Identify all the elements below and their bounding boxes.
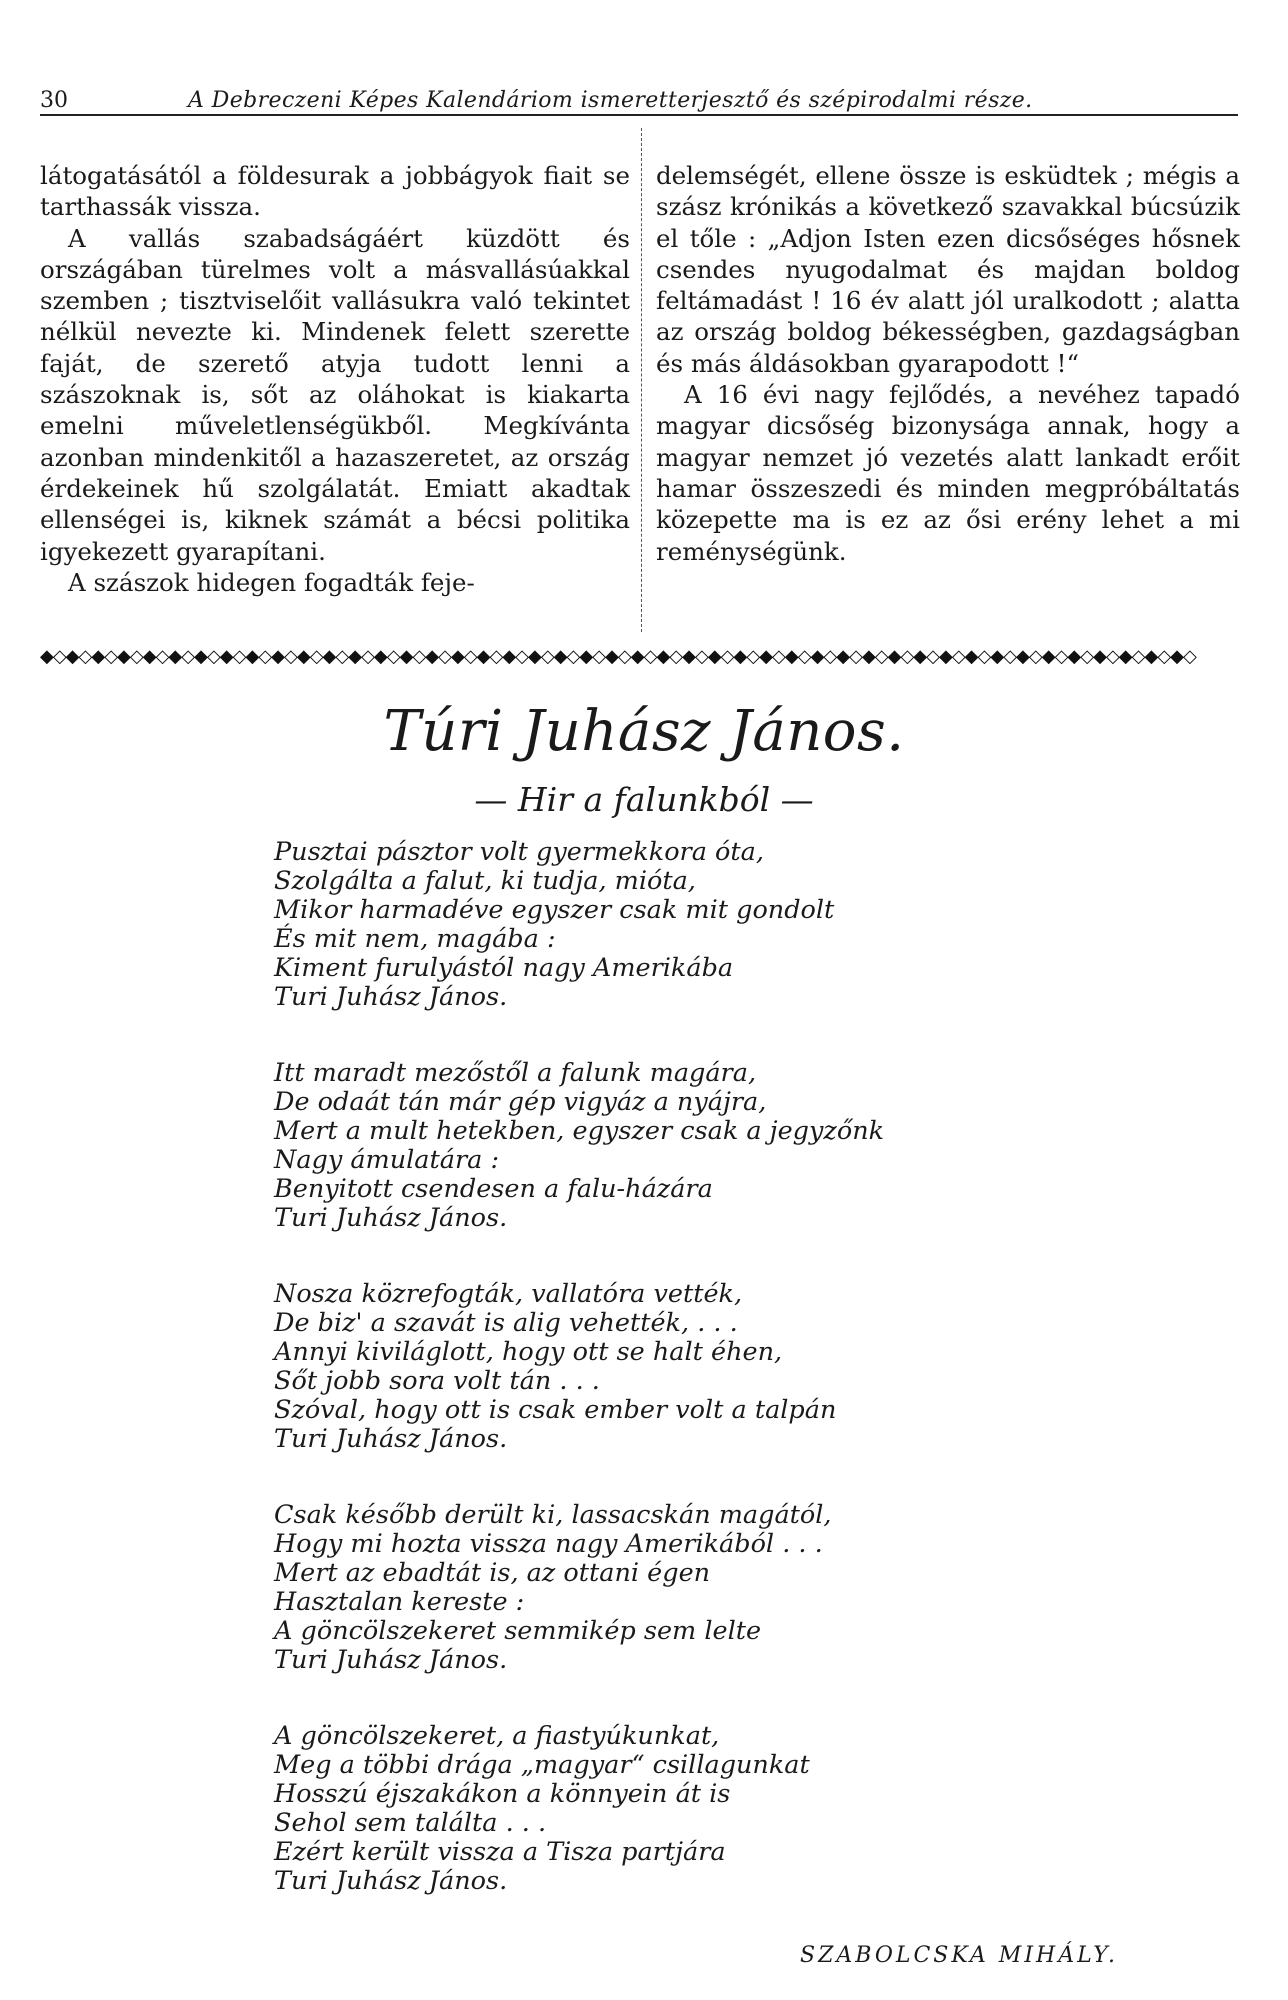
paragraph: A vallás szabadságáért küzdött és országában türelmes volt a másvallásúakkal szemben ; tisztviselőit vallásukra való tekintet nélkül nevezte ki. Mindenek felett szerette faját, de szerető atyja tudott lenni a szászoknak is, sőt az oláhokat is kiakarta emelni műveletlenségükből. Megkívánta azonban mindenkitől a hazaszeretet, az ország érdekeinek hű szolgálatát. Emiatt akadtak ellenségei is, kiknek számát a bécsi politika igyekezett gyarapítani.: [40, 223, 630, 566]
poem-line: Pusztai pásztor volt gyermekkora óta,: [274, 837, 764, 867]
poem-line: Nosza közrefogták, vallatóra vették,: [274, 1279, 743, 1309]
stanza: [274, 1059, 1224, 1233]
poem-line: De biz' a szavát is alig vehették, . . .: [274, 1308, 738, 1338]
poem-subtitle: — Hir a falunkból —: [474, 780, 814, 819]
poem-line: Benyitott csendesen a falu-házára: [274, 1174, 713, 1204]
paragraph: látogatásától a földesurak a jobbágyok fiait se tarthassák vissza.: [40, 161, 630, 222]
poem-line: A göncölszekeret, a fiastyúkunkat,: [274, 1721, 720, 1751]
poem-line: De odaát tán már gép vigyáz a nyájra,: [274, 1087, 767, 1117]
poem-body: [274, 838, 1224, 1943]
column-divider: [641, 128, 642, 632]
poem-line: Szóval, hogy ott is csak ember volt a talpán: [274, 1395, 837, 1425]
poem-line: És mit nem, magába :: [274, 924, 556, 954]
poem-line: Turi Juhász János.: [274, 982, 508, 1012]
poem-line: Szolgálta a falut, ki tudja, mióta,: [274, 866, 696, 896]
poem-line: Turi Juhász János.: [274, 1866, 508, 1896]
poem-line: Itt maradt mezőstől a falunk magára,: [274, 1058, 757, 1088]
stanza: [274, 1501, 1224, 1675]
stanza: [274, 1722, 1224, 1896]
poem-line: Mert a mult hetekben, egyszer csak a jegyzőnk: [274, 1116, 885, 1146]
poem-line: Csak később derült ki, lassacskán magától,: [274, 1500, 832, 1530]
paragraph: delemségét, ellene össze is esküdtek ; mégis a szász krónikás a következő szavakkal búcsúzik el tőle : „Adjon Isten ezen dicsőséges hősnek csendes nyugodalmat és majdan boldog feltámadást ! 16 év alatt jól uralkodott ; alatta az ország boldog békességben, gazdagságban és más áldásokban gyarapodott !“: [656, 161, 1240, 378]
stanza: [274, 838, 1224, 1012]
poem-line: Mikor harmadéve egyszer csak mit gondolt: [274, 895, 835, 925]
poem-author: SZABOLCSKA MIHÁLY.: [800, 1943, 1118, 1968]
poem-line: Sehol sem találta . . .: [274, 1808, 547, 1838]
left-column: [40, 160, 630, 598]
poem-line: Kiment furulyástól nagy Amerikába: [274, 953, 734, 983]
stanza: [274, 1280, 1224, 1454]
poem-line: Nagy ámulatára :: [274, 1145, 500, 1175]
poem-line: Ezért került vissza a Tisza partjára: [274, 1837, 726, 1867]
poem-line: Turi Juhász János.: [274, 1424, 508, 1454]
poem-line: Hasztalan kereste :: [274, 1587, 525, 1617]
poem-line: Annyi kiviláglott, hogy ott se halt éhen,: [274, 1337, 783, 1367]
paragraph: A szászok hidegen fogadták feje-: [68, 567, 475, 597]
poem-line: Hogy mi hozta vissza nagy Amerikából . . .: [274, 1529, 823, 1559]
running-header: [40, 88, 1238, 116]
poem-line: Sőt jobb sora volt tán . . .: [274, 1366, 600, 1396]
poem-line: Turi Juhász János.: [274, 1203, 508, 1233]
paragraph: A 16 évi nagy fejlődés, a nevéhez tapadó magyar dicsőség bizonysága annak, hogy a magyar nemzet jó vezetés alatt lankadt erőit hamar összeszedi és minden megpróbáltatás közepette ma is ez az ősi erény lehet a mi reménységünk.: [656, 380, 1240, 566]
poem-line: Turi Juhász János.: [274, 1645, 508, 1675]
ornamental-divider: ◆◇◆◇◆◇◆◇◆◇◆◇◆◇◆◇◆◇◆◇◆◇◆◇◆◇◆◇◆◇◆◇◆◇◆◇◆◇◆◇◆◇◆◇◆◇◆◇◆◇◆◇◆◇◆◇◆◇◆◇◆◇◆◇◆◇◆◇◆◇◆◇◆◇◆◇◆◇◆◇◆◇◆◇◆◇◆◇◆◇: [40, 646, 1196, 667]
right-column: [656, 160, 1240, 567]
poem-line: Hosszú éjszakákon a könnyein át is: [274, 1779, 731, 1809]
poem-line: Meg a többi drága „magyar“ csillagunkat: [274, 1750, 810, 1780]
poem-line: A göncölszekeret semmikép sem lelte: [274, 1616, 762, 1646]
poem-line: Mert az ebadtát is, az ottani égen: [274, 1558, 711, 1588]
page-number: 30: [40, 88, 68, 113]
running-title: A Debreczeni Képes Kalendáriom ismeretterjesztő és szépirodalmi része.: [188, 88, 1033, 113]
poem-title: Túri Juhász János.: [383, 699, 905, 764]
